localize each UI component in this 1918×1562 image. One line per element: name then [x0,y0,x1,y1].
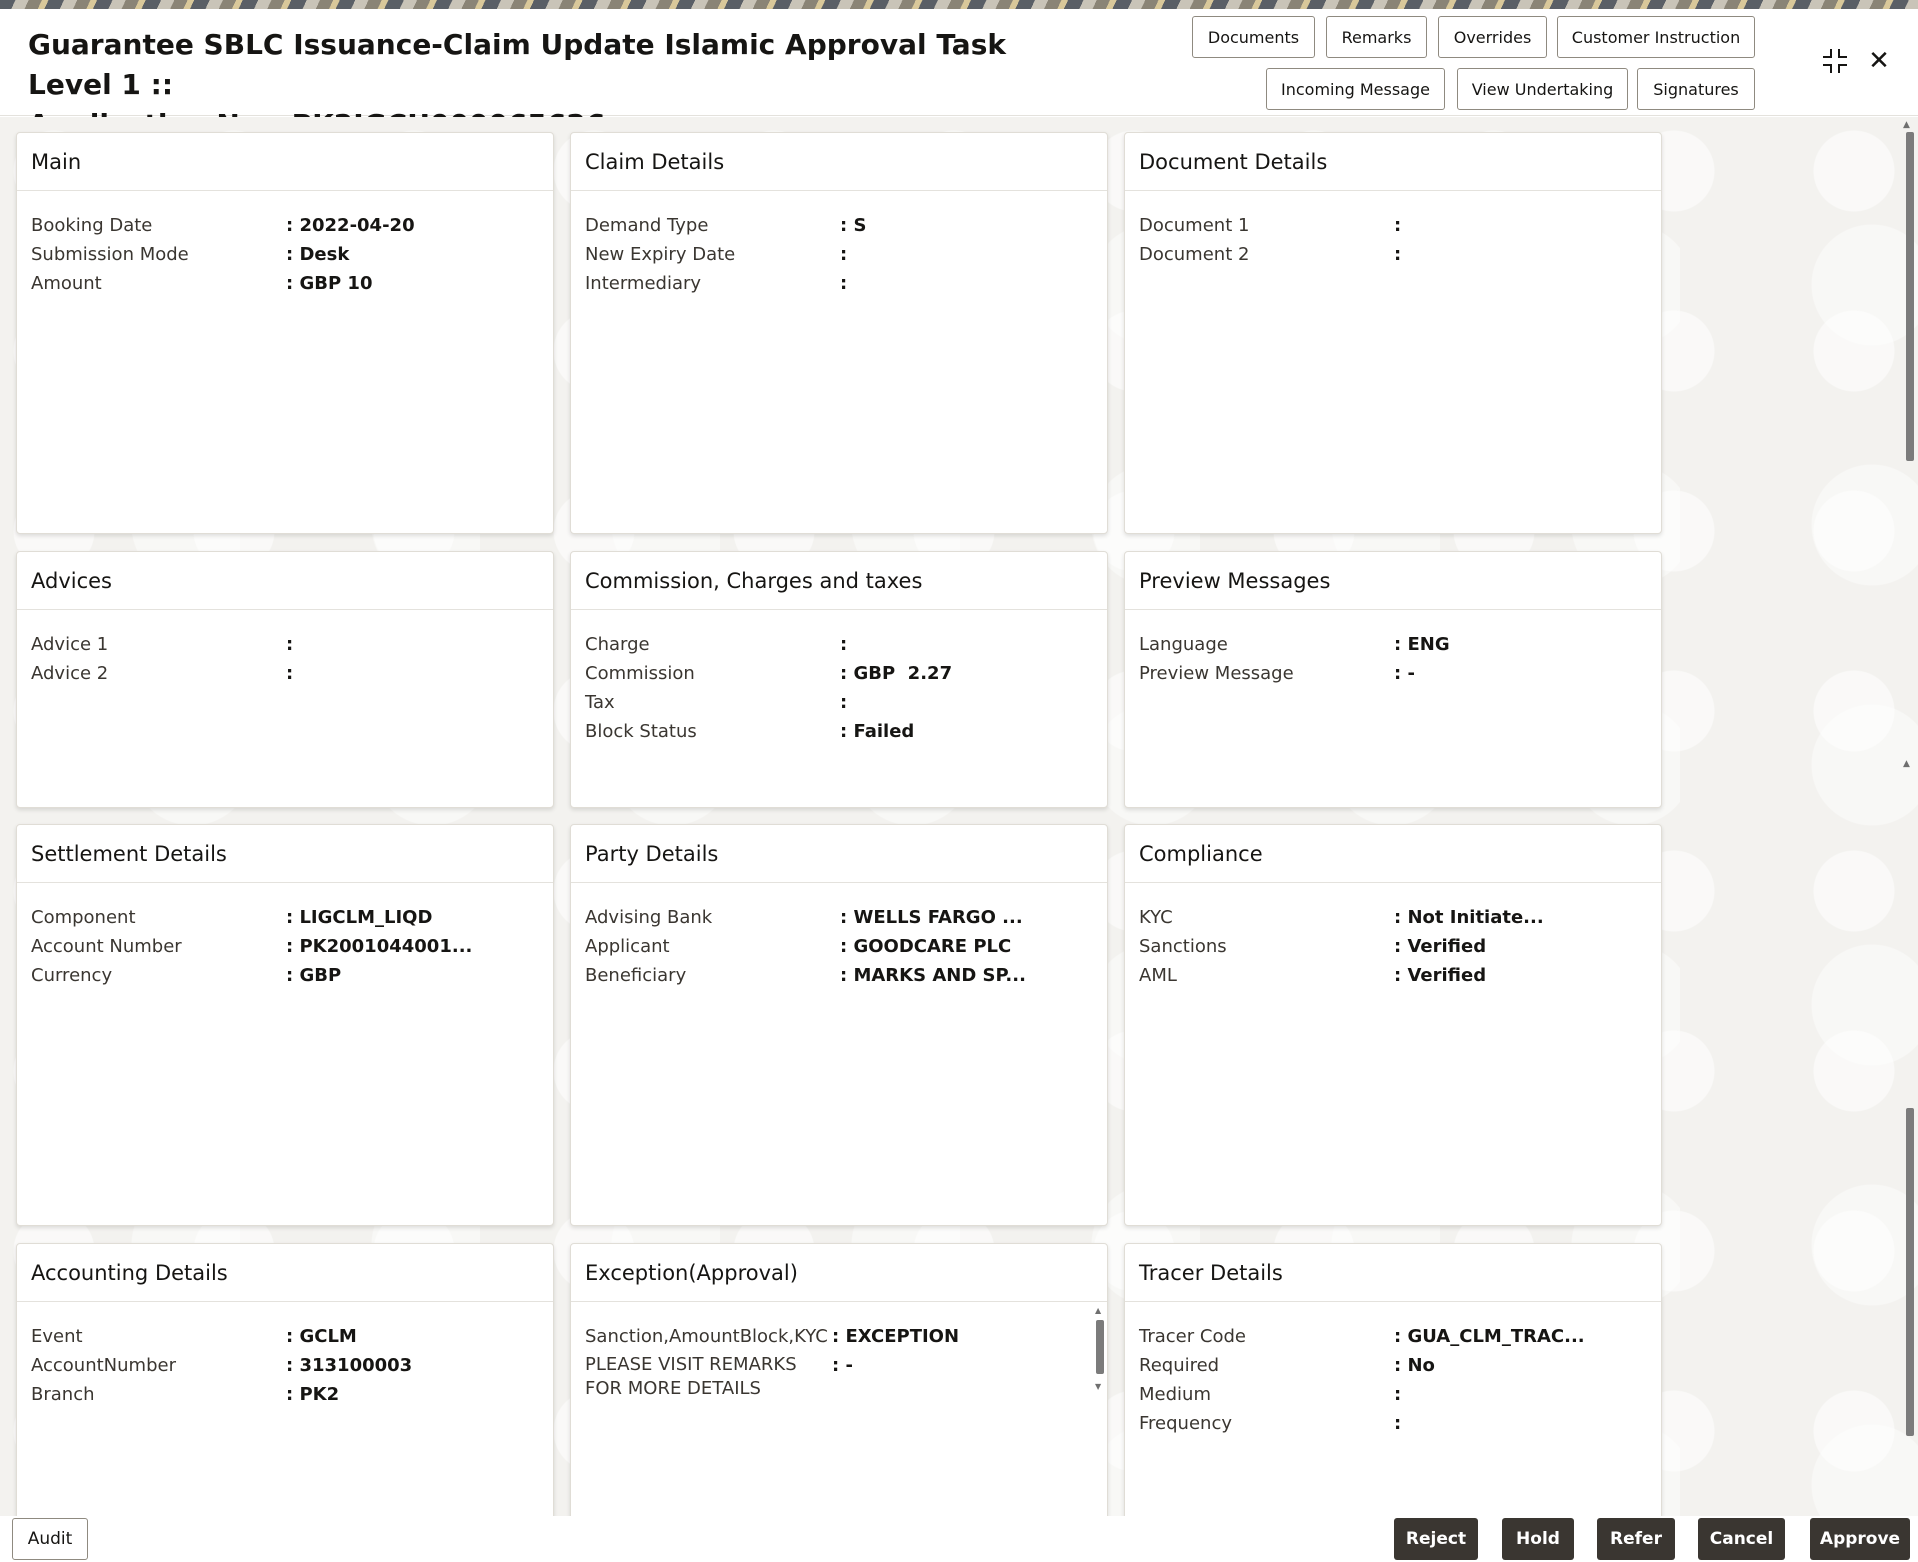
view-undertaking-button[interactable]: View Undertaking [1457,68,1628,110]
field-label: AccountNumber [31,1355,176,1376]
window-header [0,9,1918,116]
field-value: : ENG [1394,634,1450,655]
field-value: : GUA_CLM_TRAC... [1394,1326,1585,1347]
field-label: Advice 2 [31,663,109,684]
row-accountnumber [17,1351,553,1380]
field-value: : WELLS FARGO ... [840,907,1023,928]
row-new-expiry-date [571,240,1107,269]
field-value: : PK2001044001... [286,936,473,957]
minimize-icon[interactable] [1818,44,1852,78]
field-value: : No [1394,1355,1435,1376]
field-label: KYC [1139,907,1173,928]
row-intermediary [571,269,1107,298]
remarks-button[interactable]: Remarks [1326,16,1427,58]
card-preview-messages [1124,551,1662,808]
exception-scrollbar[interactable] [1095,1306,1105,1392]
row-exception-sanction [571,1322,1107,1351]
approve-button[interactable]: Approve [1810,1518,1910,1560]
scroll-down-icon[interactable]: ▼ [1095,1382,1102,1391]
row-currency [17,961,553,990]
scroll-marker-icon: ▲ [1903,759,1910,769]
field-label: Document 2 [1139,244,1250,265]
row-account-number [17,932,553,961]
field-label: Charge [585,634,650,655]
customer-instruction-button[interactable]: Customer Instruction [1557,16,1755,58]
card-tracer-details [1124,1243,1662,1533]
documents-button[interactable]: Documents [1192,16,1315,58]
field-label: Currency [31,965,113,986]
field-value: : GOODCARE PLC [840,936,1012,957]
field-label: Branch [31,1384,95,1405]
field-value: : GCLM [286,1326,357,1347]
card-title: Commission, Charges and taxes [571,552,1107,610]
field-label: Booking Date [31,215,153,236]
field-value: : - [1394,663,1415,684]
row-advice-1 [17,630,553,659]
field-value: : [286,663,294,684]
field-value: : Verified [1394,936,1487,957]
row-advising-bank [571,903,1107,932]
field-label: Preview Message [1139,663,1294,684]
row-booking-date [17,211,553,240]
field-label: PLEASE VISIT REMARKS FOR MORE DETAILS [585,1354,797,1399]
row-tax [571,688,1107,717]
field-value: : GBP 2.27 [840,663,953,684]
field-value: : LIGCLM_LIQD [286,907,433,928]
field-label: Document 1 [1139,215,1250,236]
field-label: New Expiry Date [585,244,736,265]
field-value: : [840,692,848,713]
field-label: Sanctions [1139,936,1227,957]
card-title: Settlement Details [17,825,553,883]
row-preview-message [1125,659,1661,688]
field-label: Language [1139,634,1228,655]
card-title: Preview Messages [1125,552,1661,610]
field-value: : [1394,1413,1402,1434]
top-decorative-strip [0,0,1918,9]
row-tracer-code [1125,1322,1661,1351]
card-title: Party Details [571,825,1107,883]
card-title: Document Details [1125,133,1661,191]
field-label: Intermediary [585,273,702,294]
field-label: Tax [585,692,615,713]
field-label: Frequency [1139,1413,1232,1434]
row-medium [1125,1380,1661,1409]
field-value: : [840,634,848,655]
minimize-icon-svg [1821,47,1849,75]
close-icon[interactable]: ✕ [1868,46,1890,76]
field-label: Commission [585,663,695,684]
row-beneficiary [571,961,1107,990]
exception-scrollbar-thumb[interactable] [1096,1320,1104,1374]
field-label: Sanction,AmountBlock,KYC [585,1326,828,1347]
field-value: : [1394,244,1402,265]
field-label: Tracer Code [1139,1326,1246,1347]
row-kyc [1125,903,1661,932]
field-label: AML [1139,965,1177,986]
row-aml [1125,961,1661,990]
hold-button[interactable]: Hold [1502,1518,1574,1560]
card-advices [16,551,554,808]
row-frequency [1125,1409,1661,1438]
row-branch [17,1380,553,1409]
row-sanctions [1125,932,1661,961]
row-submission-mode [17,240,553,269]
refer-button[interactable]: Refer [1597,1518,1675,1560]
row-required [1125,1351,1661,1380]
cancel-button[interactable]: Cancel [1698,1518,1785,1560]
field-value: : Failed [840,721,915,742]
field-label: Advice 1 [31,634,109,655]
card-title: Compliance [1125,825,1661,883]
row-language [1125,630,1661,659]
row-component [17,903,553,932]
field-value: : 313100003 [286,1355,413,1376]
field-value: : 2022-04-20 [286,215,415,236]
row-commission [571,659,1107,688]
signatures-button[interactable]: Signatures [1637,68,1755,110]
card-party-details [570,824,1108,1226]
row-amount [17,269,553,298]
scroll-up-icon[interactable]: ▲ [1095,1306,1102,1315]
row-charge [571,630,1107,659]
field-value: : PK2 [286,1384,340,1405]
field-value: : [1394,215,1402,236]
row-demand-type [571,211,1107,240]
field-label: Submission Mode [31,244,189,265]
page-title-line1: Guarantee SBLC Issuance-Claim Update Islamic Approval Task Level 1 :: [28,28,1006,101]
overrides-button[interactable]: Overrides [1438,16,1547,58]
field-label: Event [31,1326,83,1347]
field-value: : S [840,215,867,236]
field-label: Required [1139,1355,1220,1376]
field-value: : Desk [286,244,350,265]
incoming-message-button[interactable]: Incoming Message [1266,68,1445,110]
card-compliance [1124,824,1662,1226]
main-scrollbar-thumb[interactable] [1906,132,1914,461]
card-title: Advices [17,552,553,610]
card-settlement-details [16,824,554,1226]
field-label: Account Number [31,936,182,957]
card-title: Exception(Approval) [571,1244,1107,1302]
field-value: : - [832,1355,853,1376]
field-label: Amount [31,273,102,294]
card-main [16,132,554,534]
field-label: Beneficiary [585,965,687,986]
field-value: : MARKS AND SP... [840,965,1026,986]
row-event [17,1322,553,1351]
row-advice-2 [17,659,553,688]
card-commission-charges-taxes [570,551,1108,808]
field-value: : [1394,1384,1402,1405]
card-title: Accounting Details [17,1244,553,1302]
field-label: Demand Type [585,215,709,236]
field-value: : [286,634,294,655]
row-document-1 [1125,211,1661,240]
row-document-2 [1125,240,1661,269]
field-value: : EXCEPTION [832,1326,960,1347]
field-value: : [840,244,848,265]
field-value: : GBP 10 [286,273,373,294]
field-value: : GBP [286,965,342,986]
reject-button[interactable]: Reject [1394,1518,1478,1560]
field-label: Medium [1139,1384,1211,1405]
card-document-details [1124,132,1662,534]
field-label: Component [31,907,136,928]
card-exception-approval [570,1243,1108,1533]
row-exception-remarks [571,1351,1107,1401]
field-value: : Verified [1394,965,1487,986]
card-title: Tracer Details [1125,1244,1661,1302]
card-title: Claim Details [571,133,1107,191]
card-accounting-details [16,1243,554,1533]
row-applicant [571,932,1107,961]
row-block-status [571,717,1107,746]
field-value: : Not Initiate... [1394,907,1544,928]
field-label: Block Status [585,721,697,742]
scroll-up-icon[interactable]: ▲ [1903,120,1910,130]
card-title: Main [17,133,553,191]
field-value: : [840,273,848,294]
field-label: Advising Bank [585,907,713,928]
card-claim-details [570,132,1108,534]
secondary-scrollbar-thumb[interactable] [1906,1108,1914,1436]
audit-button[interactable]: Audit [12,1518,88,1560]
field-label: Applicant [585,936,670,957]
